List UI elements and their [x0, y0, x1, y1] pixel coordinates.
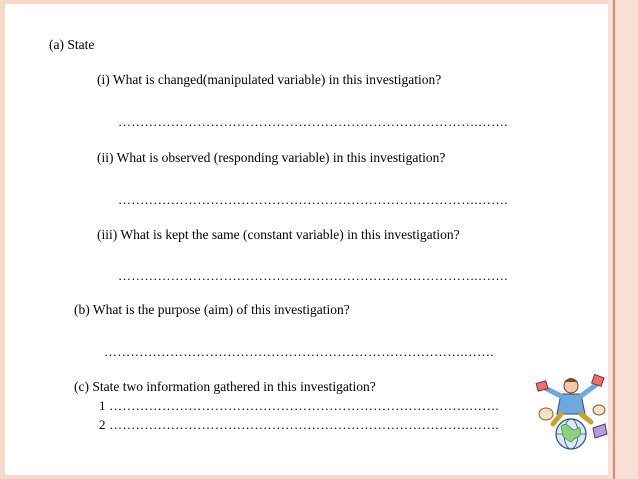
part-c-question: (c) State two information gathered in this investigation? [74, 379, 376, 394]
question-a-i: (i) What is changed(manipulated variable) in this investigation? [97, 72, 442, 87]
slide-border-bottom [0, 475, 638, 479]
part-b-question: (b) What is the purpose (aim) of this investigation? [74, 302, 350, 317]
answer-line-b: ……………………………………………………………………….……. [104, 344, 494, 359]
answer-line-a-iii: ……………………………………………………………………….……. [118, 268, 508, 283]
answer-line-c-2: 2 ……………………………………………………………………….……. [99, 417, 499, 432]
slide-border-top [0, 0, 638, 4]
slide-right-bar-line [613, 0, 615, 479]
globe-clipart [533, 372, 613, 452]
part-a-label: (a) State [49, 37, 95, 52]
slide-border-left [0, 0, 5, 479]
question-a-ii: (ii) What is observed (responding variable) in this investigation? [97, 150, 446, 165]
answer-line-a-i: ……………………………………………………………………….……. [118, 114, 508, 129]
question-a-iii: (iii) What is kept the same (constant variable) in this investigation? [97, 227, 460, 242]
answer-line-a-ii: ……………………………………………………………………….……. [118, 192, 508, 207]
answer-line-c-1: 1 ……………………………………………………………………….……. [99, 398, 499, 413]
